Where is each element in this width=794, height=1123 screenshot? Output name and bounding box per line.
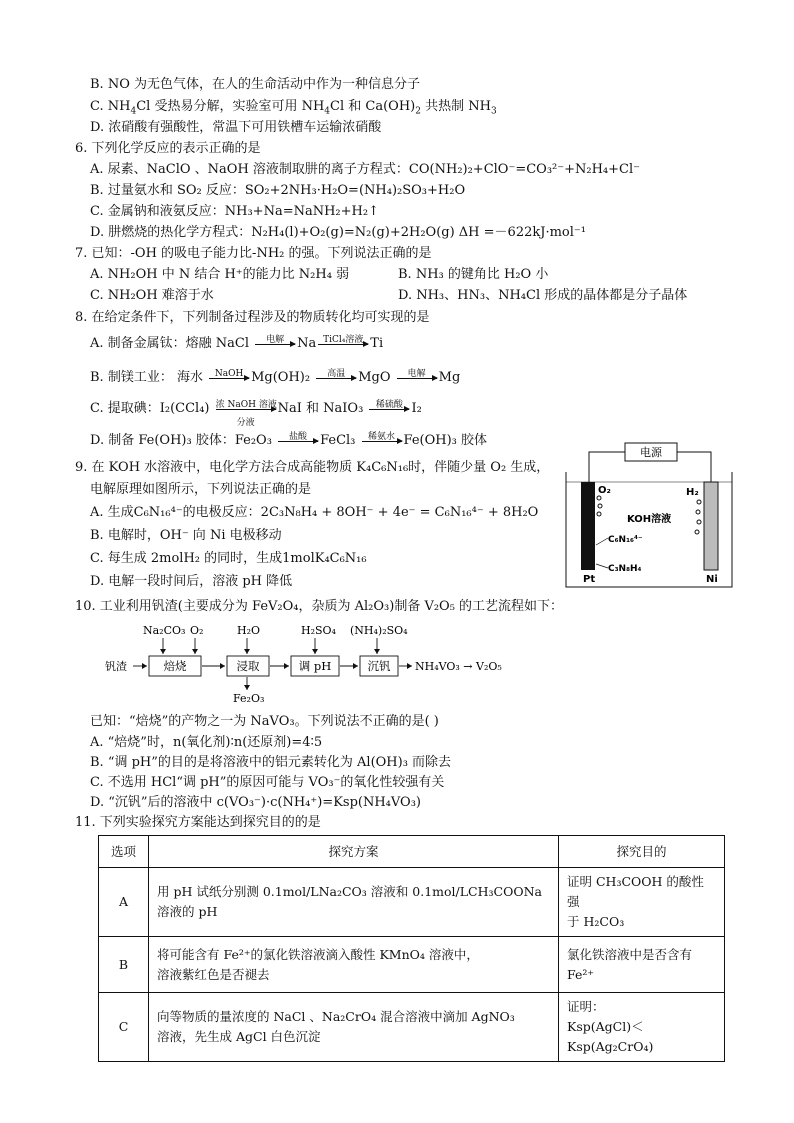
- o2-bubble: [597, 512, 601, 516]
- process-flowchart: [105, 622, 565, 712]
- q5-option-c: C. $NH_4Cl$ 受热易分解，实验室可用 $NH_4Cl$ 和 $Ca(OH)_2$ 共热制 $NH_3$: [90, 99, 497, 117]
- row-a-option: A: [99, 868, 149, 937]
- h2-bubble: [695, 530, 699, 534]
- row-c-plan: 向等物质的量浓度的 NaCl 、Na₂CrO₄ 混合溶液中滴加 AgNO₃ 溶液，先生成 AgCl 白色沉淀: [149, 993, 559, 1062]
- q8-option-a: A. 制备金属钛：熔融 NaCl 电解 Na TiCl₄溶液 Ti: [90, 335, 384, 351]
- reagent-nh42so4: (NH₄)₂SO₄: [350, 624, 408, 637]
- o2-bubble: [597, 496, 601, 500]
- q7-option-b: B. NH₃ 的键角比 H₂O 小: [398, 267, 549, 282]
- row-a-goal: 证明 CH₃COOH 的酸性强 于 H₂CO₃: [559, 868, 725, 937]
- q7-stem: 7. 已知：-OH 的吸电子能力比-NH₂ 的强。下列说法正确的是: [75, 246, 432, 261]
- row-b-option: B: [99, 937, 149, 993]
- electrolysis-diagram: [563, 440, 735, 590]
- row-c-goal: 证明： Ksp(AgCl)＜Ksp(Ag₂CrO₄): [559, 993, 725, 1062]
- header-option: 选项: [99, 836, 149, 868]
- q9-option-a: A. 生成C₆N₁₆⁴⁻的电极反应：2C₃N₈H₄ + 8OH⁻ + 4e⁻ = C₆N₁₆⁴⁻ + 8H₂O: [90, 505, 539, 520]
- c3n8h4-label: C₃N₈H₄: [608, 564, 642, 574]
- q9-option-d: D. 电解一段时间后，溶液 pH 降低: [90, 574, 293, 589]
- wire-right: [677, 452, 711, 482]
- row-b-goal: 氯化铁溶液中是否含有 Fe²⁺: [559, 937, 725, 993]
- table-row: [99, 993, 725, 1062]
- o2-bubble: [598, 504, 602, 508]
- box-adjust-ph-label: 调 pH: [298, 659, 332, 673]
- koh-label: KOH溶液: [627, 514, 672, 525]
- start-vanadium-slag: 钒渣: [105, 660, 127, 673]
- ni-electrode: [704, 482, 718, 570]
- table-row: [99, 868, 725, 937]
- q8-option-b: B. 制镁工业： 海水 NaOH Mg(OH)₂ 高温 MgO 电解 Mg: [90, 369, 461, 385]
- q6-option-b: B. 过量氨水和 SO₂ 反应：SO₂+2NH₃·H₂O=(NH₄)₂SO₃+H₂O: [90, 183, 466, 198]
- q9-option-c: C. 每生成 2molH₂ 的同时，生成1molK₄C₆N₁₆: [90, 551, 367, 566]
- q8-option-c: C. 提取碘：I₂(CCl₄) 浓 NaOH 溶液 分液 NaI 和 NaIO₃ 稀硫酸 I₂: [90, 400, 422, 428]
- box-leaching-label: 浸取: [236, 659, 260, 673]
- q6-option-a: A. 尿素、NaClO 、NaOH 溶液制取肼的离子方程式：CO(NH₂)₂+ClO⁻=CO₃²⁻+N₂H₄+Cl⁻: [90, 162, 640, 177]
- q10-option-d: D. “沉钒”后的溶液中 c(VO₃⁻)·c(NH₄⁺)=Ksp(NH₄VO₃): [90, 795, 421, 810]
- electrolysis-svg: [563, 440, 735, 590]
- c6-pointer: [596, 538, 608, 545]
- q8-stem: 8. 在给定条件下，下列制备过程涉及的物质转化均可实现的是: [75, 310, 430, 325]
- pt-label: Pt: [583, 574, 596, 585]
- row-c-option: C: [99, 993, 149, 1062]
- c6n16-label: C₆N₁₆⁴⁻: [608, 535, 643, 545]
- h2-bubble: [697, 500, 701, 504]
- q9-stem-line1: 9. 在 KOH 水溶液中，电化学方法合成高能物质 K₄C₆N₁₆时，伴随少量 O₂ 生成，: [75, 460, 550, 475]
- reagent-na2co3: Na₂CO₃: [143, 624, 186, 637]
- q7-option-d: D. NH₃、HN₃、NH₄Cl 形成的晶体都是分子晶体: [398, 288, 688, 303]
- reagent-o2: O₂: [190, 624, 204, 637]
- row-a-plan: 用 pH 试纸分别测 0.1mol/LNa₂CO₃ 溶液和 0.1mol/LCH₃COONa 溶液的 pH: [149, 868, 559, 937]
- q11-table: [98, 835, 725, 1062]
- q5-option-b: B. NO 为无色气体，在人的生命活动中作为一种信息分子: [90, 77, 420, 92]
- q10-option-c: C. 不选用 HCl“调 pH”的原因可能与 VO₃⁻的氧化性较强有关: [90, 775, 445, 790]
- q8-option-d: D. 制备 Fe(OH)₃ 胶体：Fe₂O₃ 盐酸 FeCl₃ 稀氨水 Fe(OH)₃ 胶体: [90, 432, 488, 448]
- reagent-h2so4: H₂SO₄: [301, 624, 336, 637]
- c3-pointer: [596, 564, 608, 568]
- header-plan: 探究方案: [149, 836, 559, 868]
- q10-option-b: B. “调 pH”的目的是将溶液中的铝元素转化为 Al(OH)₃ 而除去: [90, 755, 452, 770]
- h2-bubble: [697, 520, 701, 524]
- q9-stem-line2: 电解原理如图所示，下列说法正确的是: [90, 482, 312, 497]
- wire-left: [589, 452, 625, 482]
- h2-label: H₂: [686, 487, 699, 498]
- ni-label: Ni: [706, 574, 718, 585]
- reagent-h2o: H₂O: [237, 624, 261, 637]
- box-precipitate-label: 沉钒: [367, 659, 391, 673]
- q10-known: 已知：“焙烧”的产物之一为 NaVO₃。下列说法不正确的是( ): [90, 714, 439, 729]
- table-header-row: [99, 836, 725, 868]
- power-source-label: 电源: [640, 446, 662, 459]
- q9-option-b: B. 电解时，OH⁻ 向 Ni 电极移动: [90, 528, 282, 543]
- q10-stem: 10. 工业利用钒渣(主要成分为 FeV₂O₄，杂质为 Al₂O₃)制备 V₂O₅ 的工艺流程如下：: [75, 599, 564, 614]
- q5-option-d: D. 浓硝酸有强酸性，常温下可用铁槽车运输浓硝酸: [90, 120, 382, 135]
- h2-bubble: [696, 510, 700, 514]
- o2-label: O₂: [598, 485, 611, 496]
- pt-electrode: [581, 482, 595, 570]
- q6-stem: 6. 下列化学反应的表示正确的是: [75, 141, 261, 156]
- flowchart-svg: [105, 622, 565, 712]
- q10-option-a: A. “焙烧”时，n(氧化剂)∶n(还原剂)=4∶5: [90, 735, 323, 750]
- header-goal: 探究目的: [559, 836, 725, 868]
- q7-option-c: C. NH₂OH 难溶于水: [90, 288, 214, 303]
- table-row: [99, 937, 725, 993]
- q6-option-c: C. 金属钠和液氨反应：NH₃+Na=NaNH₂+H₂↑: [90, 204, 379, 219]
- q6-option-d: D. 肼燃烧的热化学方程式：N₂H₄(l)+O₂(g)=N₂(g)+2H₂O(g) ΔH =－622kJ·mol⁻¹: [90, 225, 586, 240]
- box-roasting-label: 焙烧: [163, 659, 187, 673]
- q11-stem: 11. 下列实验探究方案能达到探究目的的是: [75, 815, 321, 830]
- q7-option-a: A. NH₂OH 中 N 结合 H⁺的能力比 N₂H₄ 弱: [90, 267, 350, 282]
- waste-fe2o3: Fe₂O₃: [233, 692, 265, 705]
- product-chain: NH₄VO₃ → V₂O₅: [415, 660, 502, 673]
- row-b-plan: 将可能含有 Fe²⁺的氯化铁溶液滴入酸性 KMnO₄ 溶液中， 溶液紫红色是否褪去: [149, 937, 559, 993]
